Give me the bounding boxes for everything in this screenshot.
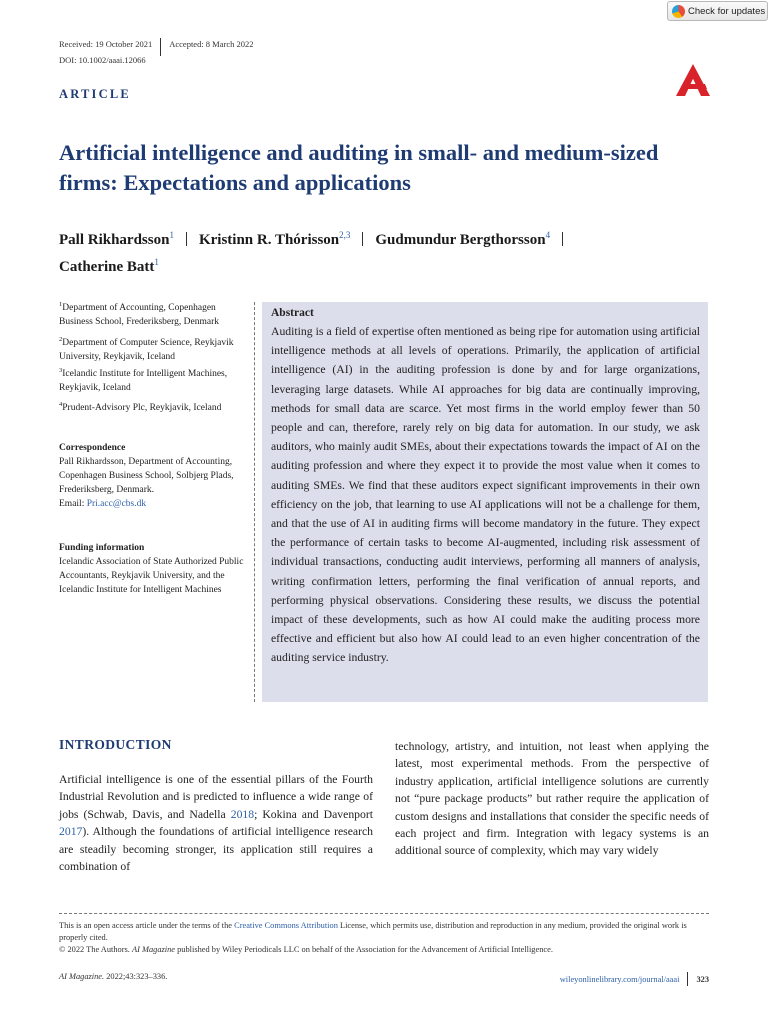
- funding-heading: Funding information: [59, 543, 145, 553]
- received-date: Received: 19 October 2021: [59, 39, 153, 49]
- date-separator: [160, 38, 161, 56]
- citation: AI Magazine. 2022;43:323–336.: [59, 972, 168, 981]
- article-title: Artificial intelligence and auditing in small- and medium-sized firms: Expectations and applications: [59, 140, 659, 195]
- correspondence-email: Email: Pri.acc@cbs.dk: [59, 499, 147, 509]
- article-dates: [59, 35, 254, 53]
- intro-column-1: Artificial intelligence is one of the essential pillars of the Fourth Industrial Revolution and is predicted to influence a wide range of jobs (Schwab, Davis, and Nadella 2018; Kokina and Davenport 2017). Although the foundations of artificial intelligence research are steadily becoming stronger, its application still requires a combination of: [59, 773, 373, 874]
- author-3[interactable]: Gudmundur Bergthorsson$^4$: [375, 230, 551, 248]
- intro-column-2: technology, artistry, and intuition, not least when applying the latest, most experimental methods. From the perspective of industry application, artificial intelligence solutions are currently not “pure package products” but rather require the application of custom designs and installations that consider the specific needs of each project and firm. Integration with legacy systems is an additional source of complexity, which may vary widely: [395, 740, 709, 858]
- accepted-date: Accepted: 8 March 2022: [169, 39, 254, 49]
- affiliation-1: $^1$Department of Accounting, Copenhagen Business School, Frederiksberg, Denmark: [59, 301, 219, 328]
- abstract-box: [262, 302, 708, 702]
- citation-link-2017[interactable]: 2017: [59, 825, 83, 839]
- email-link[interactable]: Pri.acc@cbs.dk: [86, 499, 147, 509]
- abstract-text: Auditing is a field of expertise often mentioned as being ripe for automation using artificial intelligence methods at all levels of operations. Primarily, the application of artificial intelligence (AI) in the auditing profession is done by and for large organizations, leveraging large datasets. While AI approaches for big data are continually improving, methods for small data are scarce. Yet most firms in the world employ fewer than 50 people and can, therefore, rarely rely on big data for automation. In our study, we ask auditors, who mainly audit SMEs, about their expectations towards the impact of AI on the auditing profession and where they expect it to provide the most value when it comes to auditing SMEs. We find that these auditors expect significant improvements in their own efficiency on the job, that learning to use AI applications will not be a challenge for them, and that the use of AI in auditing firms will become mandatory in the future. They expect the performance of certain tasks to become AI-augmented, including risk assessment of individual transactions, conducting audit interviews, performing all manners of analysis, writing confirmation letters, performing the final verification of annual reports, and performing physical observations. Considering these results, we discuss the potential impact of these developments, such as how AI could make the auditing process more effective and efficient but also how AI could lead to an even higher concentration of the auditing service industry.: [271, 325, 700, 665]
- correspondence-block: [59, 441, 249, 511]
- aaai-logo-icon: [676, 64, 710, 96]
- check-for-updates-label: Check for updates: [688, 5, 766, 17]
- license-note: This is an open access article under the terms of the Creative Commons Attribution License, which permits use, distribution and reproduction in any medium, provided the original work is properly cited.: [59, 921, 687, 942]
- affiliation-2: $^2$Department of Computer Science, Reykjavik University, Reykjavik, Iceland: [59, 336, 234, 363]
- affiliation-4: $^4$Prudent-Advisory Plc, Reykjavik, Iceland: [59, 401, 222, 414]
- page-number: 323: [696, 974, 709, 984]
- column-divider: [254, 302, 255, 702]
- correspondence-heading: Correspondence: [59, 443, 126, 453]
- footnote-divider: [59, 913, 709, 914]
- article-type-label: ARTICLE: [59, 87, 131, 101]
- citation-link-2018[interactable]: 2018: [230, 807, 255, 821]
- author-2[interactable]: Kristinn R. Thórisson$^{2,3}$: [198, 230, 351, 248]
- copyright-note: © 2022 The Authors. AI Magazine published by Wiley Periodicals LLC on behalf of the Association for the Advancement of Artificial Intelligence.: [59, 945, 553, 954]
- affiliation-3: $^3$Icelandic Institute for Intelligent Machines, Reykjavik, Iceland: [59, 367, 228, 394]
- correspondence-text: Pall Rikhardsson, Department of Accounting, Copenhagen Business School, Solbjerg Plads, Frederiksberg, Denmark.: [59, 457, 234, 495]
- license-link[interactable]: Creative Commons Attribution: [234, 921, 338, 930]
- abstract-heading: Abstract: [271, 307, 314, 319]
- crossmark-icon: [672, 5, 685, 18]
- author-1[interactable]: Pall Rikhardsson$^1$: [59, 230, 174, 248]
- author-list: [59, 224, 679, 278]
- funding-block: [59, 541, 249, 597]
- check-for-updates-button[interactable]: [667, 1, 768, 21]
- journal-url-link[interactable]: wileyonlinelibrary.com/journal/aaai: [559, 974, 680, 984]
- introduction-heading: INTRODUCTION: [59, 737, 172, 752]
- funding-text: Icelandic Association of State Authorized Public Accountants, Reykjavik University, and the Icelandic Institute for Intelligent Machines: [59, 557, 244, 595]
- doi: DOI: 10.1002/aaai.12066: [59, 55, 146, 65]
- author-4[interactable]: Catherine Batt$^1$: [59, 257, 159, 275]
